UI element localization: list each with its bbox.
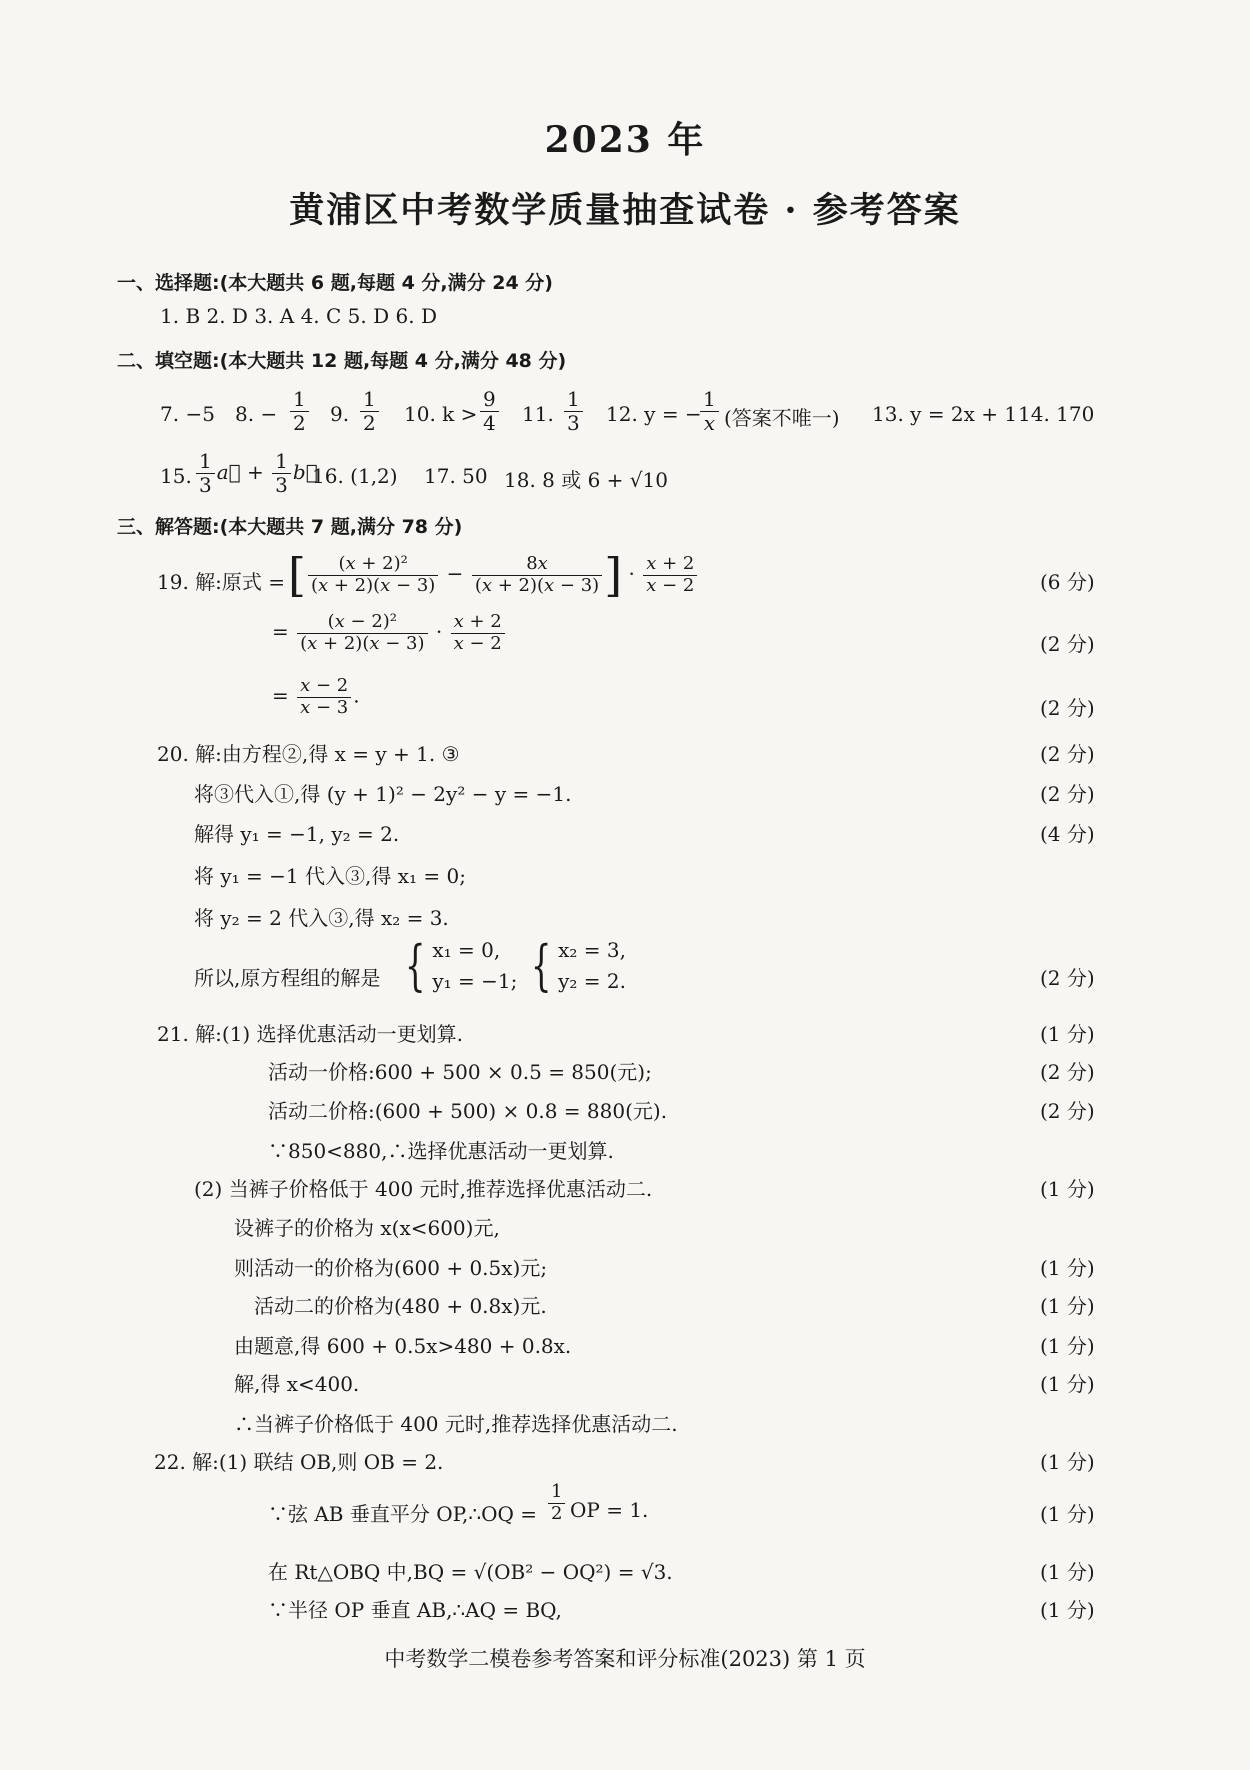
q20-sys2-x: x₂ = 3, — [558, 937, 626, 962]
answer-11: 11. — [522, 402, 554, 426]
answer-14: 14. 170 — [1018, 402, 1095, 426]
q21-score3: (2 分) — [1040, 1099, 1095, 1123]
q21-score5: (1 分) — [1040, 1177, 1095, 1201]
q20-sys1-x: x₁ = 0, — [432, 937, 501, 962]
q22-line2: ∵弦 AB 垂直平分 OP,∴OQ = $\frac{1}{2}$ OP = 1. (1 分) — [268, 1481, 1095, 1526]
q21-score8: (1 分) — [1040, 1294, 1095, 1318]
q22-score2: (1 分) — [1040, 1502, 1095, 1526]
answer-key-page: 2023 年 黄浦区中考数学质量抽查试卷 · 参考答案 一、选择题:(本大题共 6 题,每题 4 分,满分 24 分) 1. B 2. D 3. A 4. C 5. D 6. D 二、填空题:(本大题共 12 题,每题 4 分,满分 48 分) 7. −5 8. − $\frac{1}{2}$ 9. $\frac{1}{2}$ 10. k > $\frac{9}{4}$ 11. $\frac{1}{3}$ 12. y = − $\frac{1}{x}$ (答案不唯一) 13. y = 2x + 1 14. 170 15. $\frac{1}{3}$ a⃗ + $\frac{1}{3}$ b⃗ 16. (1,2) 17. 50 18. 8 或 6 + √10 三、解答题:(本大题共 7 题,满分 78 分) 19. 解:原式 = [ $\frac{\text{(x + 2)²}}{(x + 2)(x - 3)}$ − $\frac{8x}{(x + 2)(x - 3)}$ ] · $\frac{x + 2}{x - 2}$ (6 分) = $\frac{\text{(x − 2)²}}{(x + 2)(x - 3)}$ · $\frac{x + 2}{x - 2}$ (2 分) = $\frac{x - 2}{x - 3}$ . (2 分) 20. 解:由方程②,得 x = y + 1. ③ (2 分) 将③代入①,得 (y + 1)² − 2y² − y = −1. (2 分) 解得 y₁ = −1, y₂ = 2. (4 分) 将 y₁ = −1 代入③,得 x₁ = 0; 将 y₂ = 2 代入③,得 x₂ = 3. 所以,原方程组的解是 { x₁ = 0, y₁ = −1; { x₂ = 3, y₂ = 2. (2 分) 21. 解:(1) 选择优惠活动一更划算. (1 分) 活动一价格:600 + 500 × 0.5 = 850(元); (2 分) 活动二价格:(600 + 500) × 0.8 = 880(元). (2 分) ∵850<880,∴选择优惠活动一更划算. (2) 当裤子价格低于 400 元时,推荐选择优惠活动二. (1 分) 设裤子的价格为 x(x<600)元, 则活动一的价格为(600 + 0.5x)元; (1 分) 活动二的价格为(480 + 0.8x)元. (1 分) 由题意,得 600 + 0.5x>480 + 0.8x. (1 分) 解,得 x<400. (1 分) ∴当裤子价格低于 400 元时,推荐选择优惠活动二. 22. 解:(1) 联结 OB,则 OB = 2. (1 分) ∵弦 AB 垂直平分 OP,∴OQ = $\frac{1}{2}$ OP = 1. (1 分) 在 Rt△OBQ 中,BQ = √(OB² − OQ²) = √3. (1 分) ∵半径 OP 垂直 AB,∴AQ = BQ, (1 分) 中考数学二模卷参考答案和评分标准(2023) 第 1 页 — [0, 0, 1250, 1770]
q22-score1: (1 分) — [1040, 1450, 1095, 1474]
answer-15: 15. — [160, 464, 192, 488]
q19-score2: (2 分) — [1040, 632, 1095, 656]
answer-16: 16. (1,2) — [312, 464, 398, 488]
answer-9: 9. — [330, 402, 350, 426]
answer-12-note: (答案不唯一) — [724, 406, 840, 430]
q19-score1: (6 分) — [1040, 570, 1095, 594]
answer-18: 18. 8 或 6 + √10 — [504, 468, 668, 492]
section2-row1: 7. −5 8. − $\frac{1}{2}$ 9. $\frac{1}{2}$ 10. k > $\frac{9}{4}$ 11. $\frac{1}{3}$ 12. y = − $\frac{1}{x}$ (答案不唯一) 13. y = 2x + 1 14. 170 — [160, 387, 1095, 435]
q21-score2: (2 分) — [1040, 1060, 1095, 1084]
page-year: 2023 年 — [544, 119, 706, 161]
answer-7: 7. −5 — [160, 402, 215, 426]
page-title: 黄浦区中考数学质量抽查试卷 · 参考答案 — [289, 190, 961, 231]
q22-score3: (1 分) — [1040, 1560, 1095, 1584]
q19-line1: 19. 解:原式 = [ $\frac{\text{(x + 2)²}}{(x + 2)(x - 3)}$ − $\frac{8x}{(x + 2)(x - 3)}$ ] · $\frac{x + 2}{x - 2}$ (6 分) — [157, 548, 1095, 602]
answer-8: 8. − — [235, 402, 278, 426]
answer-12: 12. y = − — [606, 402, 702, 426]
q21-score10: (1 分) — [1040, 1372, 1095, 1396]
q21-score9: (1 分) — [1040, 1334, 1095, 1358]
q21-score1: (1 分) — [1040, 1022, 1095, 1046]
answer-17: 17. 50 — [424, 464, 488, 488]
q19-line2: = $\frac{\text{(x − 2)²}}{(x + 2)(x - 3)}$ · $\frac{x + 2}{x - 2}$ (2 分) — [272, 611, 1095, 656]
q20-sys1-y: y₁ = −1; — [432, 968, 518, 993]
q21-score7: (1 分) — [1040, 1256, 1095, 1280]
q20-line6: 所以,原方程组的解是 { x₁ = 0, y₁ = −1; { x₂ = 3, y₂ = 2. (2 分) — [194, 934, 1095, 997]
q20-score1: (2 分) — [1040, 742, 1095, 766]
q19-score3: (2 分) — [1040, 696, 1095, 720]
section2-row2: 15. $\frac{1}{3}$ a⃗ + $\frac{1}{3}$ b⃗ 16. (1,2) 17. 50 18. 8 或 6 + √10 — [160, 449, 668, 497]
answer-10: 10. k > — [404, 402, 478, 426]
q22-score4: (1 分) — [1040, 1598, 1095, 1622]
page-footer: 中考数学二模卷参考答案和评分标准(2023) 第 1 页 — [384, 1647, 866, 1671]
q20-score4: (2 分) — [1040, 966, 1095, 990]
q20-sys2-y: y₂ = 2. — [558, 968, 626, 993]
q20-score3: (4 分) — [1040, 822, 1095, 846]
q20-score2: (2 分) — [1040, 782, 1095, 806]
answer-13: 13. y = 2x + 1 — [872, 402, 1018, 426]
q19-line3: = $\frac{x - 2}{x - 3}$ . (2 分) — [272, 675, 1095, 720]
